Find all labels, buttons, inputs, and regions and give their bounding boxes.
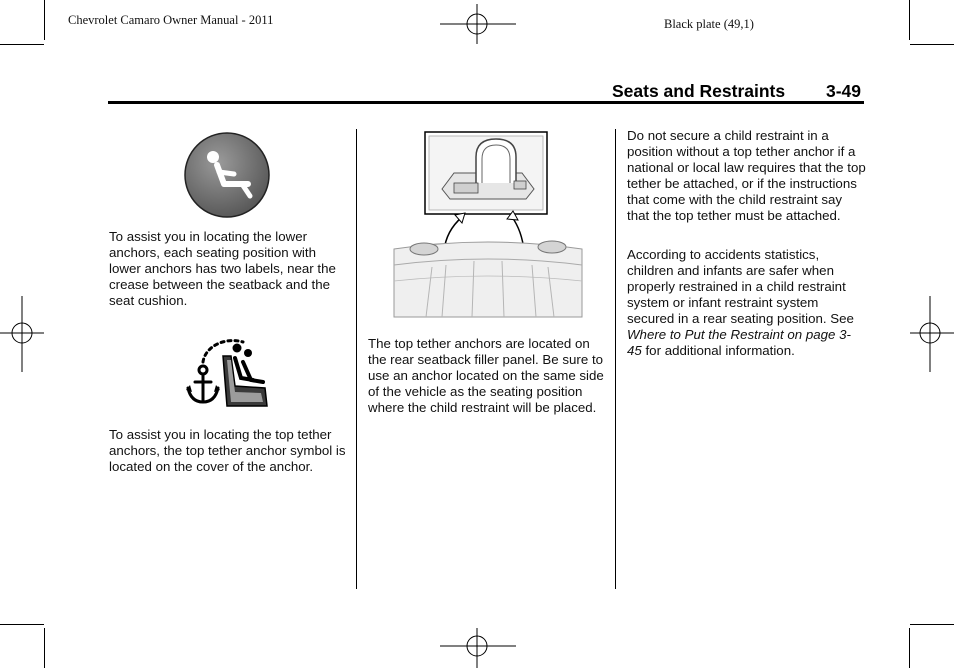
accident-statistics-text-end: for additional information. bbox=[641, 343, 795, 358]
column-divider-1 bbox=[356, 129, 357, 589]
column-divider-2 bbox=[615, 129, 616, 589]
lower-anchor-symbol-icon bbox=[184, 132, 270, 218]
page-number: 3-49 bbox=[826, 81, 862, 101]
header-rule bbox=[108, 101, 864, 104]
accident-statistics-paragraph bbox=[627, 247, 863, 359]
lower-anchor-paragraph: To assist you in locating the lower anchors, each seating position with lower anchors has two labels, near the crease between the seatback and the seat cushion. bbox=[109, 229, 336, 308]
top-tether-anchor-symbol-icon bbox=[183, 336, 273, 410]
rear-seatback-paragraph: The top tether anchors are located on the rear seatback filler panel. Be sure to use an anchor located on the same side of the vehicle as the seating position where the child restraint will be placed. bbox=[368, 336, 604, 415]
tether-law-paragraph: Do not secure a child restraint in a position without a top tether anchor if a national or local law requires that the top tether be attached, or if the instructions that come with the child restraint say that the top tether must be attached. bbox=[627, 128, 866, 223]
registration-target-top-icon bbox=[440, 4, 516, 44]
plate-label: Black plate (49,1) bbox=[664, 17, 754, 31]
registration-target-right-icon bbox=[910, 296, 954, 372]
cross-reference-link[interactable]: Where to Put the Restraint on page 3-45 bbox=[627, 327, 851, 358]
accident-statistics-text: According to accidents statistics, children and infants are safer when properly restrained in a child restraint system or infant restraint system secured in a rear seating position. See bbox=[627, 247, 854, 326]
registration-target-bottom-icon bbox=[440, 628, 516, 668]
registration-target-left-icon bbox=[0, 296, 44, 372]
top-tether-symbol-paragraph: To assist you in locating the top tether anchors, the top tether anchor symbol is located on the cover of the anchor. bbox=[109, 427, 346, 474]
manual-title: Chevrolet Camaro Owner Manual - 2011 bbox=[68, 13, 274, 27]
rear-seatback-tether-illustration bbox=[392, 131, 584, 319]
section-title: Seats and Restraints bbox=[612, 81, 786, 101]
